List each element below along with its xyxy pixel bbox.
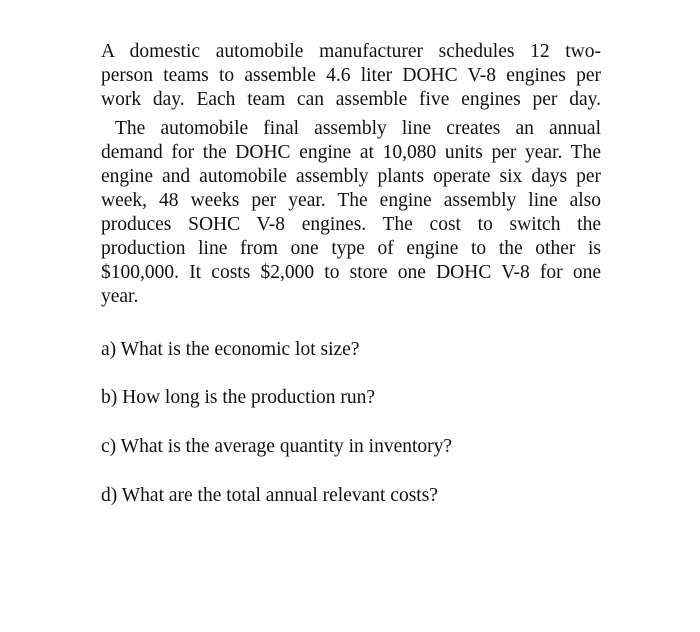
paragraph-1-line: A domestic automobile manufacturer schedules 12 two- bbox=[101, 41, 601, 62]
paragraph-2-line: engine and automobile assembly plants operate six days per bbox=[101, 166, 601, 187]
paragraph-2-line: week, 48 weeks per year. The engine assembly line also bbox=[101, 190, 601, 211]
question-c: c) What is the average quantity in inventory? bbox=[101, 436, 453, 457]
question-d: d) What are the total annual relevant costs? bbox=[101, 485, 438, 506]
paragraph-2-line: The automobile final assembly line creates an annual bbox=[115, 118, 601, 139]
paragraph-2-line: produces SOHC V-8 engines. The cost to switch the bbox=[101, 214, 601, 235]
question-b: b) How long is the production run? bbox=[101, 387, 376, 408]
paragraph-1-line: work day. Each team can assemble five engines per day. bbox=[101, 89, 601, 110]
paragraph-2-line: production line from one type of engine to the other is bbox=[101, 238, 601, 259]
paragraph-2-line: year. bbox=[101, 286, 139, 307]
question-a: a) What is the economic lot size? bbox=[101, 339, 360, 360]
paragraph-1-line: person teams to assemble 4.6 liter DOHC V-8 engines per bbox=[101, 65, 601, 86]
paragraph-2-line: $100,000. It costs $2,000 to store one DOHC V-8 for one bbox=[101, 262, 601, 283]
paragraph-2-line: demand for the DOHC engine at 10,080 units per year. The bbox=[101, 142, 601, 163]
